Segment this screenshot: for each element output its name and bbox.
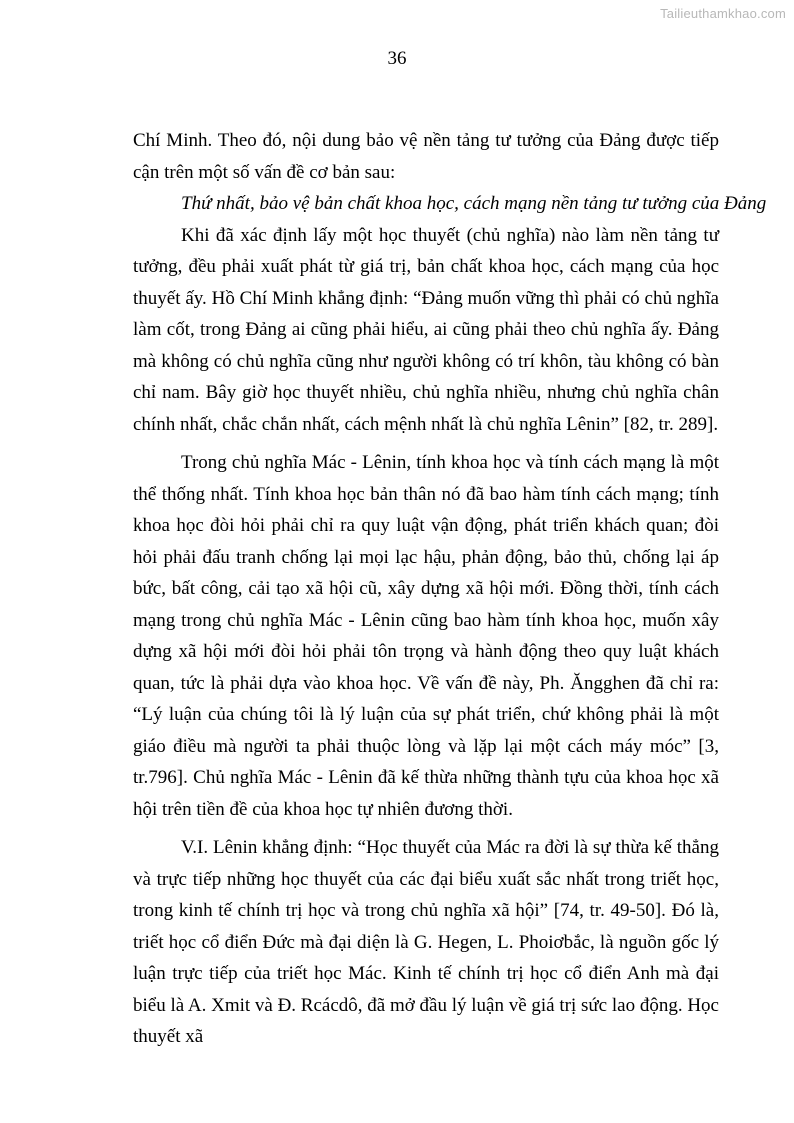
page-number: 36 <box>387 48 407 69</box>
section-heading: Thứ nhất, bảo vệ bản chất khoa học, cách mạng nền tảng tư tưởng của Đảng <box>181 193 767 214</box>
paragraph-intro: Chí Minh. Theo đó, nội dung bảo vệ nền tảng tư tưởng của Đảng được tiếp cận trên một số vấn đề cơ bản sau: <box>133 130 719 183</box>
paragraph-science-revolution: Trong chủ nghĩa Mác - Lênin, tính khoa học và tính cách mạng là một thể thống nhất. Tính khoa học bản thân nó đã bao hàm tính cách mạng; tính khoa học đòi hỏi phải chỉ ra quy luật vận động, phát triển khách quan; đòi hỏi phải đấu tranh chống lại mọi lạc hậu, phản động, bảo thủ, chống lại áp bức, bất công, cải tạo xã hội cũ, xây dựng xã hội mới. Đồng thời, tính cách mạng trong chủ nghĩa Mác - Lênin cũng bao hàm tính khoa học, muốn xây dựng xã hội mới đòi hỏi phải tôn trọng và hành động theo quy luật khách quan, tức là phải dựa vào khoa học. Về vấn đề này, Ph. Ăngghen đã chỉ ra: “Lý luận của chúng tôi là lý luận của sự phát triển, chứ không phải là một giáo điều mà người ta phải thuộc lòng và lặp lại một cách máy móc” [3, tr.796]. Chủ nghĩa Mác - Lênin đã kế thừa những thành tựu của khoa học xã hội trên tiền đề của khoa học tự nhiên đương thời. <box>133 452 719 820</box>
watermark: Tailieuthamkhao.com <box>660 6 786 21</box>
document-body <box>133 125 767 1053</box>
paragraph-lenin: V.I. Lênin khẳng định: “Học thuyết của Mác ra đời là sự thừa kế thẳng và trực tiếp những học thuyết của các đại biểu xuất sắc nhất trong triết học, trong kinh tế chính trị học và trong chủ nghĩa xã hội” [74, tr. 49-50]. Đó là, triết học cổ điển Đức mà đại diện là G. Hegen, L. Phoiơbắc, là nguồn gốc lý luận trực tiếp của triết học Mác. Kinh tế chính trị học cổ điển Anh mà đại biểu là A. Xmit và Đ. Rcácdô, đã mở đầu lý luận về giá trị sức lao động. Học thuyết xã <box>133 837 719 1047</box>
paragraph-foundation: Khi đã xác định lấy một học thuyết (chủ nghĩa) nào làm nền tảng tư tưởng, đều phải xuất phát từ giá trị, bản chất khoa học, cách mạng của học thuyết ấy. Hồ Chí Minh khẳng định: “Đảng muốn vững thì phải có chủ nghĩa làm cốt, trong Đảng ai cũng phải hiểu, ai cũng phải theo chủ nghĩa ấy. Đảng mà không có chủ nghĩa cũng như người không có trí khôn, tàu không có bàn chỉ nam. Bây giờ học thuyết nhiều, chủ nghĩa nhiều, nhưng chủ nghĩa chân chính nhất, chắc chắn nhất, cách mệnh nhất là chủ nghĩa Lênin” [82, tr. 289]. <box>133 224 719 435</box>
